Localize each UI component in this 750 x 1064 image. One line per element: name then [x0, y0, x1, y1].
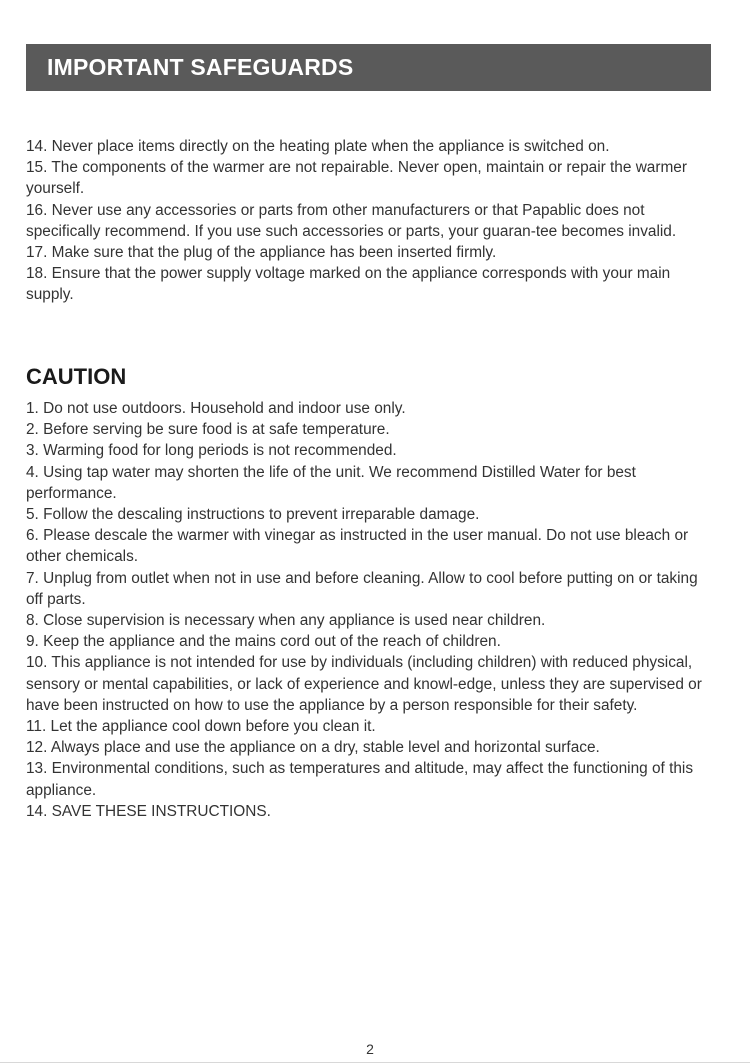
caution-item: 13. Environmental conditions, such as temperatures and altitude, may affect the functioning of this appliance. [26, 760, 694, 799]
caution-item: 9. Keep the appliance and the mains cord out of the reach of children. [26, 633, 501, 651]
page-number: 2 [366, 1041, 374, 1057]
caution-item: 4. Using tap water may shorten the life of the unit. We recommend Distilled Water for best performance. [26, 463, 636, 502]
caution-item: 2. Before serving be sure food is at safe temperature. [26, 421, 390, 439]
caution-heading: CAUTION [26, 364, 127, 389]
caution-item: 11. Let the appliance cool down before you clean it. [26, 718, 376, 736]
caution-item: 5. Follow the descaling instructions to prevent irreparable damage. [26, 506, 480, 524]
safeguard-item: 17. Make sure that the plug of the appliance has been inserted firmly. [26, 244, 497, 262]
header-bar [26, 44, 711, 91]
safeguard-item: 18. Ensure that the power supply voltage marked on the appliance corresponds with your main supply. [26, 265, 671, 304]
safeguard-item: 15. The components of the warmer are not repairable. Never open, maintain or repair the warmer yourself. [26, 159, 687, 198]
caution-item: 8. Close supervision is necessary when any appliance is used near children. [26, 612, 546, 630]
caution-item: 12. Always place and use the appliance on a dry, stable level and horizontal surface. [26, 739, 600, 757]
caution-list [26, 398, 716, 822]
caution-item: 7. Unplug from outlet when not in use and before cleaning. Allow to cool before putting on or taking off parts. [26, 569, 698, 608]
safeguard-item: 16. Never use any accessories or parts from other manufacturers or that Papablic does not specifically recommend. If you use such accessories or parts, your guaran-tee becomes invalid. [26, 201, 677, 240]
caution-item: 1. Do not use outdoors. Household and indoor use only. [26, 400, 406, 417]
caution-item: 6. Please descale the warmer with vinegar as instructed in the user manual. Do not use bleach or other chemicals. [26, 527, 689, 566]
caution-item: 3. Warming food for long periods is not recommended. [26, 442, 397, 460]
safeguard-item: 14. Never place items directly on the heating plate when the appliance is switched on. [26, 138, 610, 155]
caution-item: 14. SAVE THESE INSTRUCTIONS. [26, 802, 271, 820]
bottom-rule [0, 1062, 750, 1063]
caution-item: 10. This appliance is not intended for use by individuals (including children) with reduced physical, sensory or mental capabilities, or lack of experience and knowl-edge, unless they are supervised or have been instructed on how to use the appliance by a person responsible for their safety. [26, 654, 702, 714]
page-title: IMPORTANT SAFEGUARDS [47, 54, 354, 80]
safeguards-list [26, 136, 716, 306]
